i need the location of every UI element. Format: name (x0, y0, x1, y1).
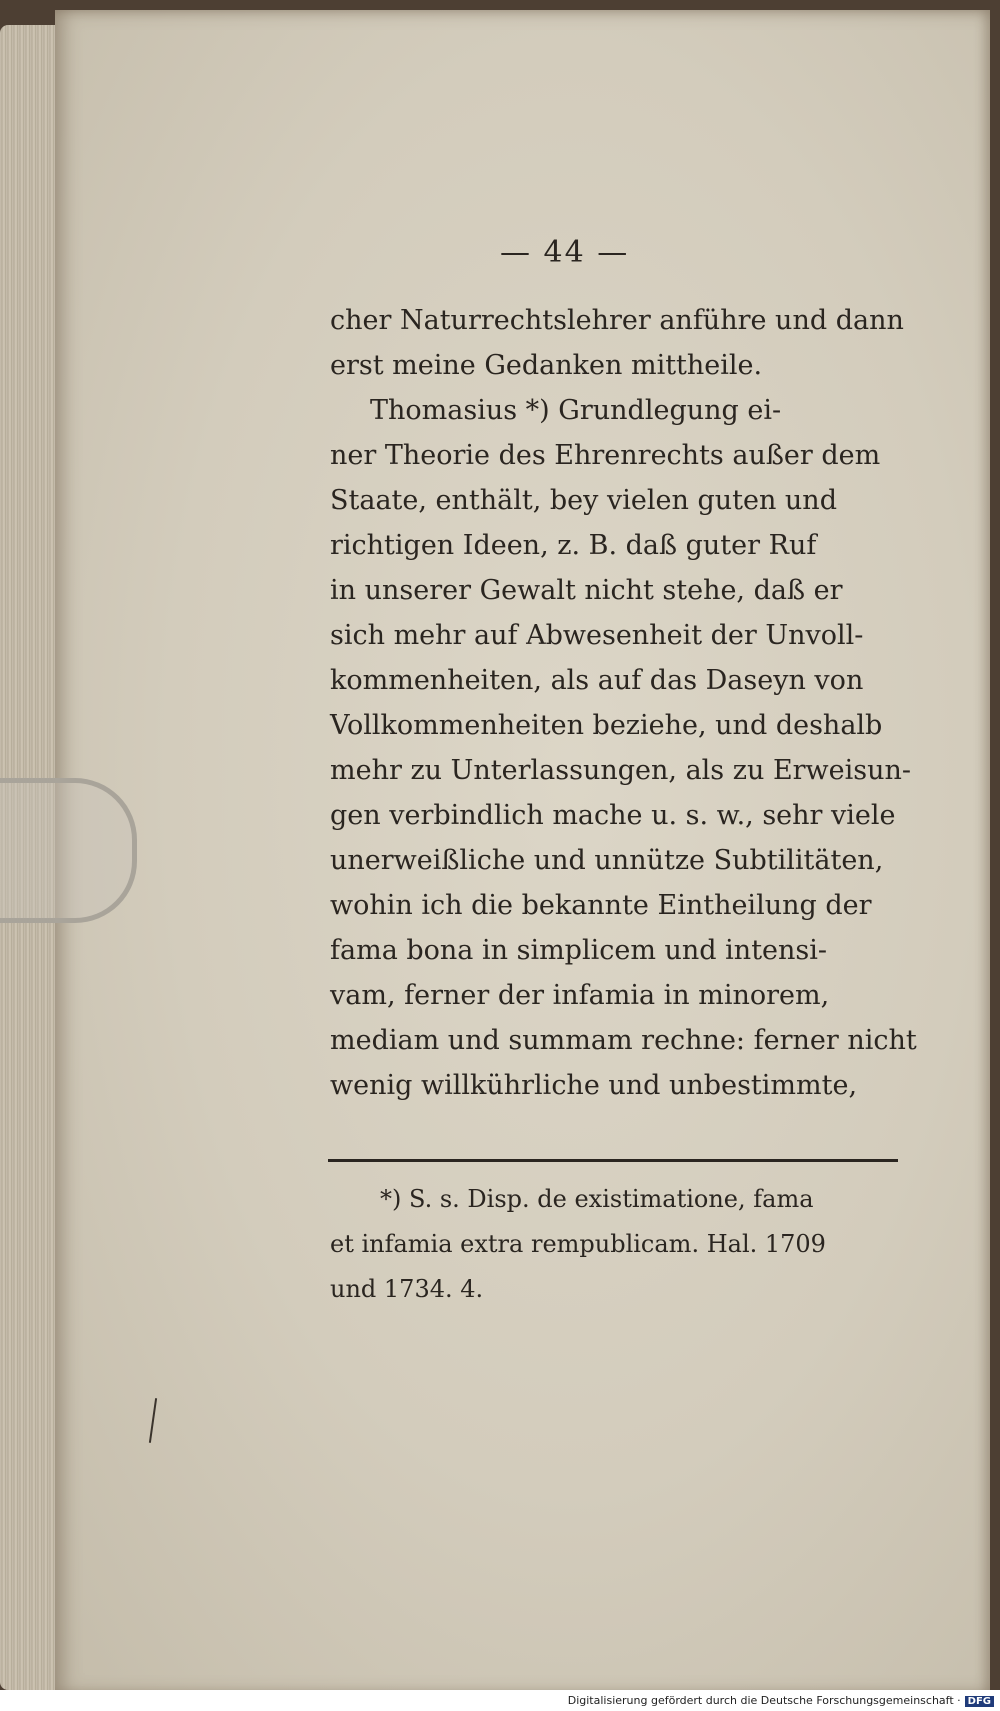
page-holder-clip (0, 778, 137, 923)
body-line: Staate, enthält, bey vielen guten und (330, 485, 837, 516)
dfg-logo: DFG (965, 1696, 994, 1707)
body-line: in unserer Gewalt nicht stehe, daß er (330, 575, 843, 606)
footnote-rule (328, 1159, 898, 1162)
body-line: Thomasius *) Grundlegung ei- (370, 395, 782, 426)
footnote-line: *) S. s. Disp. de existimatione, fama (380, 1185, 814, 1213)
body-line: sich mehr auf Abwesenheit der Unvoll- (330, 620, 864, 651)
body-line: fama bona in simplicem und intensi- (330, 935, 828, 966)
page-number: — 44 — (500, 235, 630, 270)
body-line: mediam und summam rechne: ferner nicht (330, 1025, 917, 1056)
body-line: kommenheiten, als auf das Daseyn von (330, 665, 864, 696)
credit-text: Digitalisierung gefördert durch die Deutsche Forschungsgemeinschaft · (567, 1694, 961, 1707)
body-line: ner Theorie des Ehrenrechts außer dem (330, 440, 881, 471)
body-line: wohin ich die bekannte Eintheilung der (330, 890, 872, 921)
body-line: vam, ferner der infamia in minorem, (330, 980, 830, 1011)
body-line: mehr zu Unterlassungen, als zu Erweisun- (330, 755, 912, 786)
body-line: erst meine Gedanken mittheile. (330, 350, 763, 381)
digitization-credit (568, 1694, 994, 1707)
body-line: unerweißliche und unnütze Subtilitäten, (330, 845, 884, 876)
body-line: Vollkommenheiten beziehe, und deshalb (330, 710, 883, 741)
body-line: richtigen Ideen, z. B. daß guter Ruf (330, 530, 817, 561)
body-line: gen verbindlich mache u. s. w., sehr viele (330, 800, 896, 831)
footnote-line: et infamia extra rempublicam. Hal. 1709 (330, 1230, 826, 1258)
body-line: cher Naturrechtslehrer anführe und dann (330, 305, 904, 336)
footnote-line: und 1734. 4. (330, 1275, 484, 1303)
body-line: wenig willkührliche und unbestimmte, (330, 1070, 858, 1101)
